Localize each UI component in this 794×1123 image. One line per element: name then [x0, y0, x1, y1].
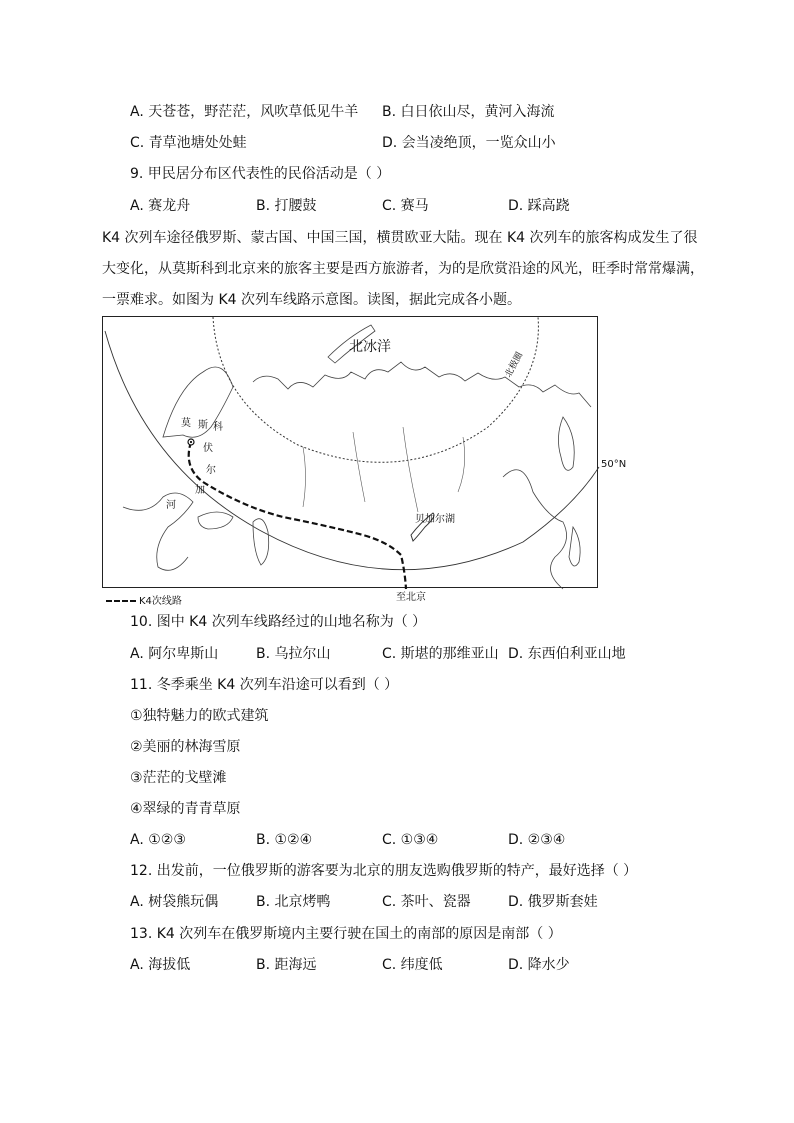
arctic-ocean-label: 北冰洋 — [349, 339, 391, 355]
q8-option-d: D. 会当凌绝顶，一览众山小 — [382, 135, 556, 151]
river-lines — [303, 427, 465, 512]
kamchatka — [558, 417, 574, 470]
q11-item-2: ②美丽的林海雪原 — [130, 739, 241, 755]
coastline-east — [503, 470, 567, 589]
q8-option-c: C. 青草池塘处处蛙 — [130, 135, 247, 151]
q9-stem: 9. 甲民居分布区代表性的民俗活动是（ ） — [130, 166, 391, 182]
q9-option-a: A. 赛龙舟 — [130, 198, 191, 214]
coastline-north — [253, 362, 591, 407]
q10-option-d: D. 东西伯利亚山地 — [508, 646, 626, 662]
q9-option-d: D. 踩高跷 — [508, 198, 570, 214]
q11-option-b: B. ①②④ — [256, 832, 313, 848]
q10-stem: 10. 图中 K4 次列车线路经过的山地名称为（ ） — [130, 614, 427, 630]
latitude-label: 50°N — [601, 459, 627, 470]
map-legend — [106, 592, 182, 607]
q8-option-b: B. 白日依山尽，黄河入海流 — [382, 104, 555, 120]
q13-stem: 13. K4 次列车在俄罗斯境内主要行驶在国土的南部的原因是南部（ ） — [130, 926, 562, 942]
q13-option-c: C. 纬度低 — [382, 957, 443, 973]
caspian-sea — [253, 519, 269, 565]
q12-option-b: B. 北京烤鸭 — [256, 894, 331, 910]
q13-option-a: A. 海拔低 — [130, 957, 191, 973]
q9-option-b: B. 打腰鼓 — [256, 198, 317, 214]
q11-option-a: A. ①②③ — [130, 832, 186, 848]
q11-option-c: C. ①③④ — [382, 832, 439, 848]
coastline-europe-south — [123, 493, 193, 570]
black-sea — [198, 512, 233, 529]
q11-item-4: ④翠绿的青青草原 — [130, 801, 241, 817]
intro-line-1: K4 次列车途径俄罗斯、蒙古国、中国三国，横贯欧亚大陆。现在 K4 次列车的旅客构成发生了很 — [102, 230, 698, 246]
japan-coast — [569, 527, 580, 566]
q10-option-b: B. 乌拉尔山 — [256, 646, 331, 662]
volga-label-char-1: 伏 — [203, 443, 213, 454]
q10-option-c: C. 斯堪的那维亚山 — [382, 646, 499, 662]
legend-line-sample — [106, 600, 136, 602]
q12-stem: 12. 出发前，一位俄罗斯的游客要为北京的朋友选购俄罗斯的特产，最好选择（ ） — [130, 863, 638, 879]
volga-label-char-3: 加 — [195, 485, 205, 496]
latitude-50n-line — [105, 331, 599, 570]
q12-option-a: A. 树袋熊玩偶 — [130, 894, 219, 910]
q11-item-3: ③茫茫的戈壁滩 — [130, 770, 227, 786]
to-beijing-label: 至北京 — [396, 592, 426, 603]
q10-option-a: A. 阿尔卑斯山 — [130, 646, 219, 662]
q13-option-b: B. 距海远 — [256, 957, 317, 973]
k4-route-map — [102, 316, 627, 588]
volga-label-char-2: 尔 — [206, 465, 216, 476]
q9-option-c: C. 赛马 — [382, 198, 429, 214]
moscow-label-char-1: 莫 — [181, 418, 191, 429]
q11-stem: 11. 冬季乘坐 K4 次列车沿途可以看到（ ） — [130, 677, 399, 693]
baikal-label: 贝加尔湖 — [415, 514, 455, 525]
q11-option-d: D. ②③④ — [508, 832, 566, 848]
q12-option-d: D. 俄罗斯套娃 — [508, 894, 598, 910]
q8-option-a: A. 天苍苍，野茫茫，风吹草低见牛羊 — [130, 104, 359, 120]
volga-label-char-4: 河 — [166, 500, 176, 511]
q12-option-c: C. 茶叶、瓷器 — [382, 894, 471, 910]
intro-line-3: 一票难求。如图为 K4 次列车线路示意图。读图，据此完成各小题。 — [102, 292, 521, 308]
arctic-circle-label: 北极圈 — [503, 350, 526, 380]
moscow-label-char-2: 斯 — [198, 420, 208, 431]
moscow-label-char-3: 科 — [213, 422, 223, 433]
legend-label: K4次线路 — [139, 596, 182, 607]
q11-item-1: ①独特魅力的欧式建筑 — [130, 708, 269, 724]
intro-line-2: 大变化，从莫斯科到北京来的旅客主要是西方旅游者，为的是欣赏沿途的风光，旺季时常常爆满， — [102, 261, 704, 277]
q13-option-d: D. 降水少 — [508, 957, 570, 973]
k4-route-line — [189, 442, 406, 589]
